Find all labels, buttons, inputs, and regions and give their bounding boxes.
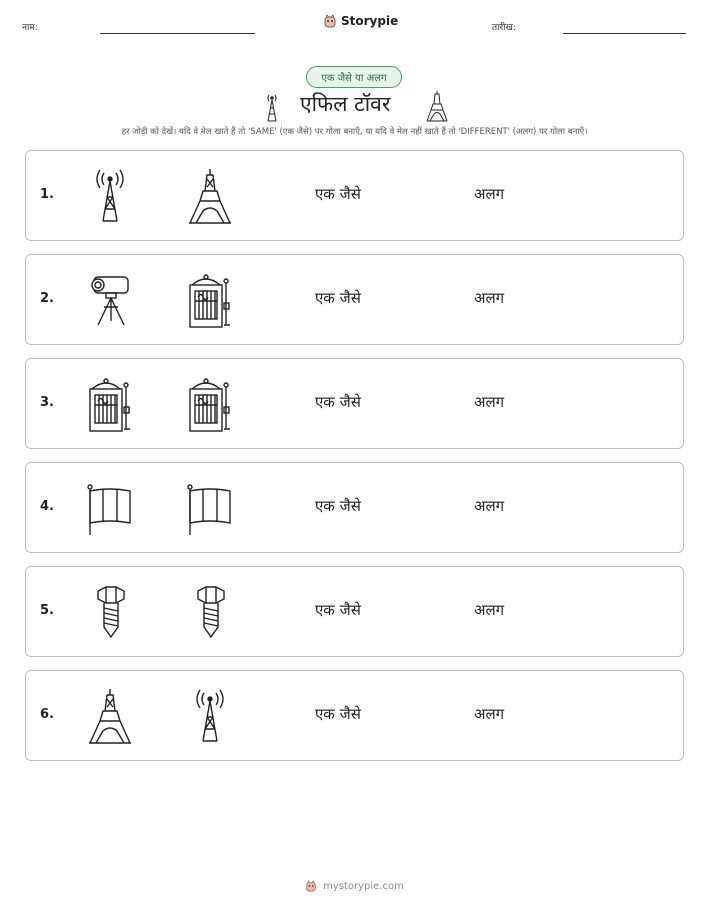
same-option[interactable]: एक जैसे — [315, 289, 361, 307]
radio-tower-icon — [84, 167, 136, 225]
question-number: 3. — [40, 395, 54, 410]
footer-url[interactable]: mystorypie.com — [323, 880, 404, 892]
different-option[interactable]: अलग — [474, 393, 505, 411]
question-row — [25, 150, 684, 241]
footer — [0, 880, 709, 892]
question-row — [25, 462, 684, 553]
date-label: तारीख: — [492, 23, 516, 33]
same-option[interactable]: एक जैसे — [315, 601, 361, 619]
question-number: 1. — [40, 187, 54, 202]
bolt-icon — [84, 583, 136, 641]
surveying-instrument-icon — [84, 271, 136, 329]
question-row — [25, 566, 684, 657]
same-option[interactable]: एक जैसे — [315, 185, 361, 203]
question-number: 6. — [40, 707, 54, 722]
radio-tower-icon — [184, 687, 236, 745]
question-list — [25, 150, 684, 774]
page-title: एफिल टॉवर — [300, 92, 391, 116]
elevator-cage-icon — [84, 375, 136, 433]
same-option[interactable]: एक जैसे — [315, 705, 361, 723]
flag-icon — [184, 479, 236, 537]
name-label: नाम: — [22, 23, 38, 33]
storypie-logo-icon — [305, 880, 317, 892]
question-number: 2. — [40, 291, 54, 306]
radio-tower-icon — [264, 92, 280, 122]
same-option[interactable]: एक जैसे — [315, 393, 361, 411]
flag-icon — [84, 479, 136, 537]
bolt-icon — [184, 583, 236, 641]
eiffel-tower-icon — [426, 90, 448, 122]
brand — [323, 14, 398, 28]
name-line[interactable] — [100, 33, 255, 34]
storypie-logo-icon — [323, 14, 337, 28]
question-row — [25, 254, 684, 345]
different-option[interactable]: अलग — [474, 185, 505, 203]
different-option[interactable]: अलग — [474, 497, 505, 515]
different-option[interactable]: अलग — [474, 289, 505, 307]
pill-label: एक जैसे या अलग — [321, 73, 387, 84]
different-option[interactable]: अलग — [474, 601, 505, 619]
same-option[interactable]: एक जैसे — [315, 497, 361, 515]
question-row — [25, 670, 684, 761]
instructions: हर जोड़ी को देखें। यदि वे मेल खाते हैं तो 'SAME' (एक जैसे) पर गोला बनाएँ, या यदि वे मेल नहीं खाते हैं तो 'DIFFERENT' (अलग) पर गोला बनाएँ। — [121, 127, 588, 137]
elevator-cage-icon — [184, 271, 236, 329]
elevator-cage-icon — [184, 375, 236, 433]
different-option[interactable]: अलग — [474, 705, 505, 723]
date-line[interactable] — [563, 33, 686, 34]
title-block — [260, 90, 450, 122]
question-row — [25, 358, 684, 449]
question-number: 4. — [40, 499, 54, 514]
eiffel-tower-icon — [184, 167, 236, 225]
worksheet-type-pill — [306, 66, 402, 88]
brand-name: Storypie — [341, 14, 399, 28]
question-number: 5. — [40, 603, 54, 618]
eiffel-tower-icon — [84, 687, 136, 745]
